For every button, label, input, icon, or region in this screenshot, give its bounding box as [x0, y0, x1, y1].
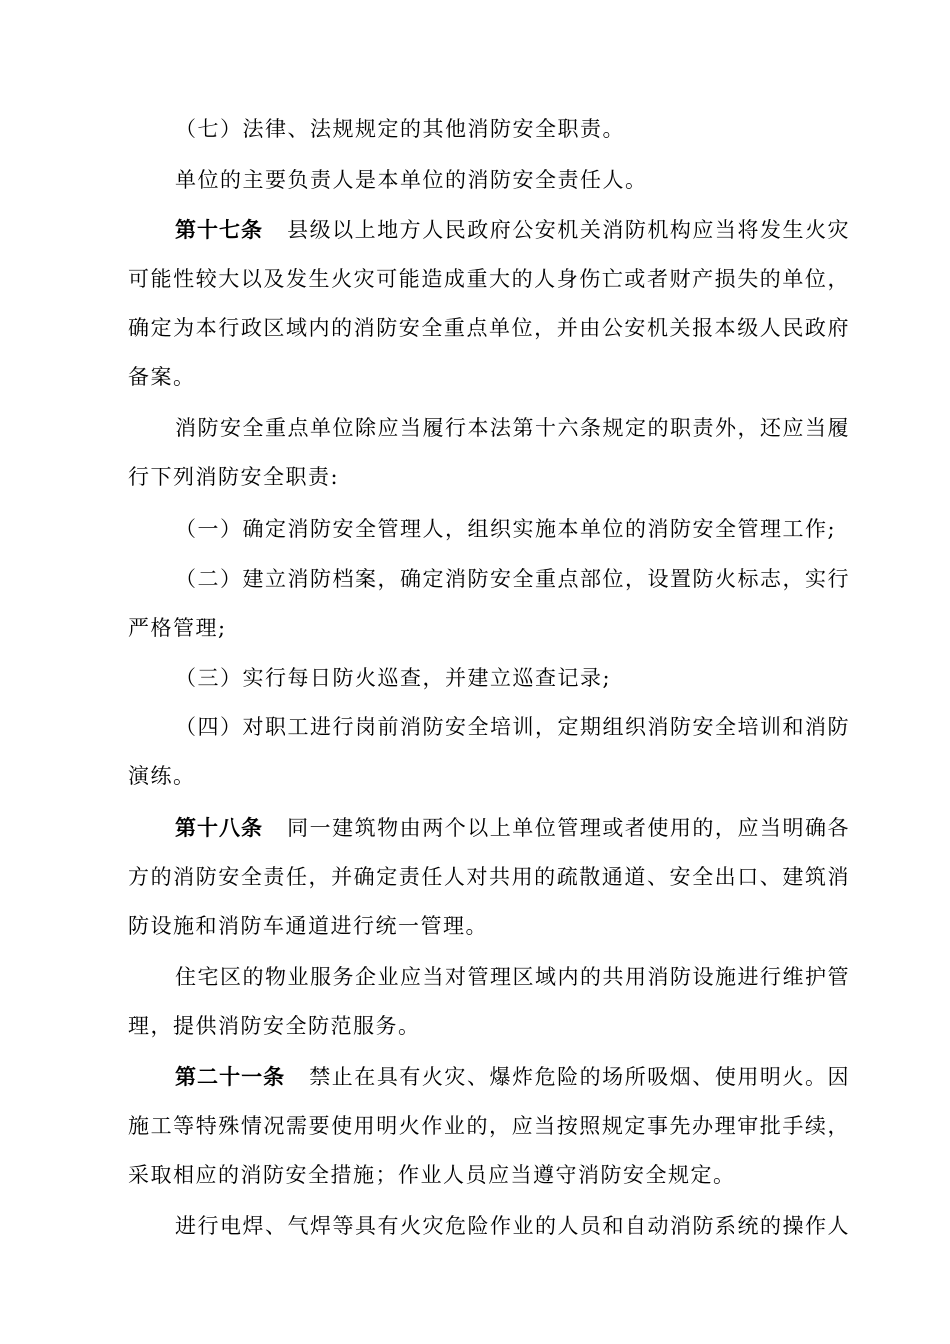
list-item	[128, 555, 850, 653]
article-paragraph	[128, 1053, 850, 1200]
paragraph	[128, 404, 850, 502]
paragraph-text: 消防安全重点单位除应当履行本法第十六条规定的职责外，还应当履行下列消防安全职责:	[128, 416, 850, 489]
paragraph-text: 同一建筑物由两个以上单位管理或者使用的，应当明确各方的消防安全责任，并确定责任人对共用的疏散通道、安全出口、建筑消防设施和消防车通道进行统一管理。	[128, 816, 851, 938]
paragraph	[128, 156, 850, 205]
paragraph	[128, 1202, 850, 1251]
article-number: 第二十一条	[175, 1065, 286, 1089]
article-number: 第十八条	[175, 816, 264, 840]
paragraph	[128, 953, 850, 1051]
list-item	[128, 703, 850, 801]
paragraph-text: 住宅区的物业服务企业应当对管理区域内的共用消防设施进行维护管理，提供消防安全防范服务。	[128, 965, 850, 1038]
paragraph-text: 县级以上地方人民政府公安机关消防机构应当将发生火灾可能性较大以及发生火灾可能造成重大的人身伤亡或者财产损失的单位，确定为本行政区域内的消防安全重点单位，并由公安机关报本级人民政府备案。	[128, 218, 851, 389]
article-number: 第十七条	[175, 218, 264, 242]
paragraph-text: 进行电焊、气焊等具有火灾危险作业的人员和自动消防系统的操作人	[175, 1214, 850, 1238]
paragraph-text: 禁止在具有火灾、爆炸危险的场所吸烟、使用明火。因施工等特殊情况需要使用明火作业的，应当按照规定事先办理审批手续，采取相应的消防安全措施；作业人员应当遵守消防安全规定。	[128, 1065, 851, 1187]
paragraph-text: （一）确定消防安全管理人，组织实施本单位的消防安全管理工作;	[175, 517, 837, 541]
paragraph-text: （三）实行每日防火巡查，并建立巡查记录;	[175, 666, 612, 690]
list-item	[128, 505, 850, 554]
paragraph	[128, 105, 850, 154]
paragraph-text: （七）法律、法规规定的其他消防安全职责。	[175, 117, 625, 141]
paragraph-text: （四）对职工进行岗前消防安全培训，定期组织消防安全培训和消防演练。	[128, 715, 850, 788]
article-paragraph	[128, 804, 850, 951]
paragraph-text: （二）建立消防档案，确定消防安全重点部位，设置防火标志，实行严格管理;	[128, 567, 850, 640]
article-paragraph	[128, 206, 850, 402]
list-item	[128, 654, 850, 703]
paragraph-text: 单位的主要负责人是本单位的消防安全责任人。	[175, 168, 648, 192]
